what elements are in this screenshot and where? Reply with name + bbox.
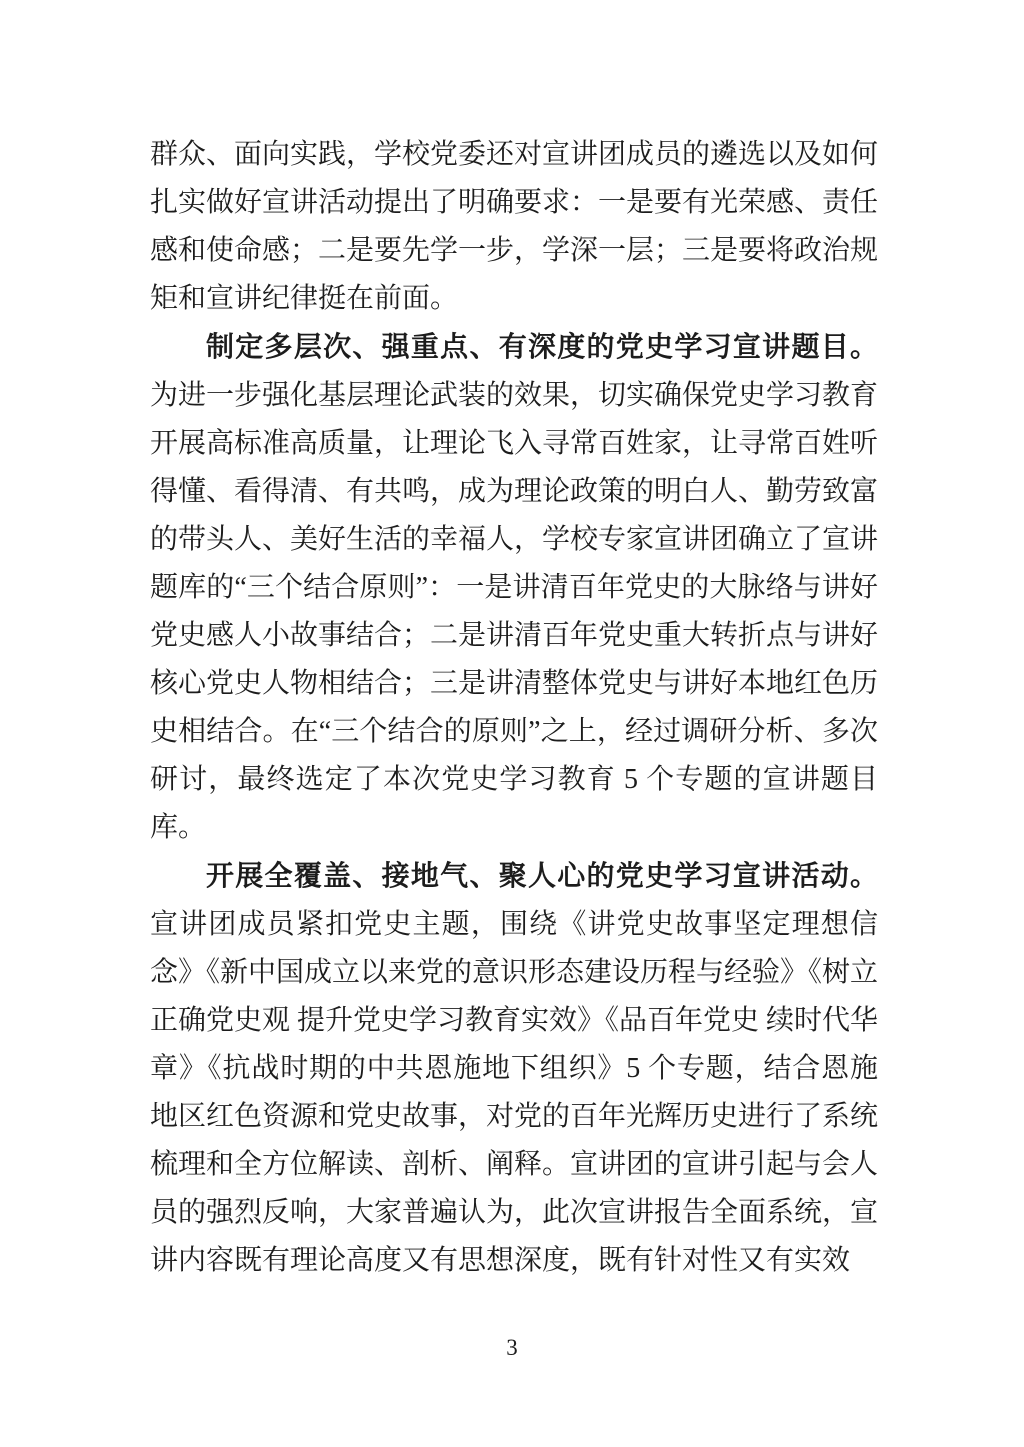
paragraph-bold-lead: 开展全覆盖、接地气、聚人心的党史学习宣讲活动。 (206, 860, 878, 891)
page-number: 3 (506, 1335, 518, 1360)
paragraph-continuation (150, 131, 878, 323)
paragraph-text: 宣讲团成员紧扣党史主题，围绕《讲党史故事坚定理想信念》《新中国成立以来党的意识形态建设历程与经验》《树立正确党史观 提升党史学习教育实效》《品百年党史 续时代华章》《抗战时期的中共恩施地下组织》5 个专题，结合恩施地区红色资源和党史故事，对党的百年光辉历史进行了系统梳理和全方位解读、剖析、阐释。宣讲团的宣讲引起与会人员的强烈反响，大家普遍认为，此次宣讲报告全面系统，宣讲内容既有理论高度又有思想深度，既有针对性又有实效 (150, 909, 879, 1276)
paragraph-activities (150, 852, 878, 1285)
page-footer (0, 1334, 1024, 1362)
page-body-text (150, 131, 878, 1285)
paragraph-bold-lead: 制定多层次、强重点、有深度的党史学习宣讲题目。 (206, 331, 878, 362)
paragraph-text: 群众、面向实践，学校党委还对宣讲团成员的遴选以及如何扎实做好宣讲活动提出了明确要求：一是要有光荣感、责任感和使命感；二是要先学一步，学深一层；三是要将政治规矩和宣讲纪律挺在前面。 (150, 139, 879, 314)
paragraph-text: 为进一步强化基层理论武装的效果，切实确保党史学习教育开展高标准高质量，让理论飞入寻常百姓家，让寻常百姓听得懂、看得清、有共鸣，成为理论政策的明白人、勤劳致富的带头人、美好生活的幸福人，学校专家宣讲团确立了宣讲题库的“三个结合原则”：一是讲清百年党史的大脉络与讲好党史感人小故事结合；二是讲清百年党史重大转折点与讲好核心党史人物相结合；三是讲清整体党史与讲好本地红色历史相结合。在“三个结合的原则”之上，经过调研分析、多次研讨，最终选定了本次党史学习教育 5 个专题的宣讲题目库。 (150, 380, 879, 843)
paragraph-topics (150, 323, 878, 852)
